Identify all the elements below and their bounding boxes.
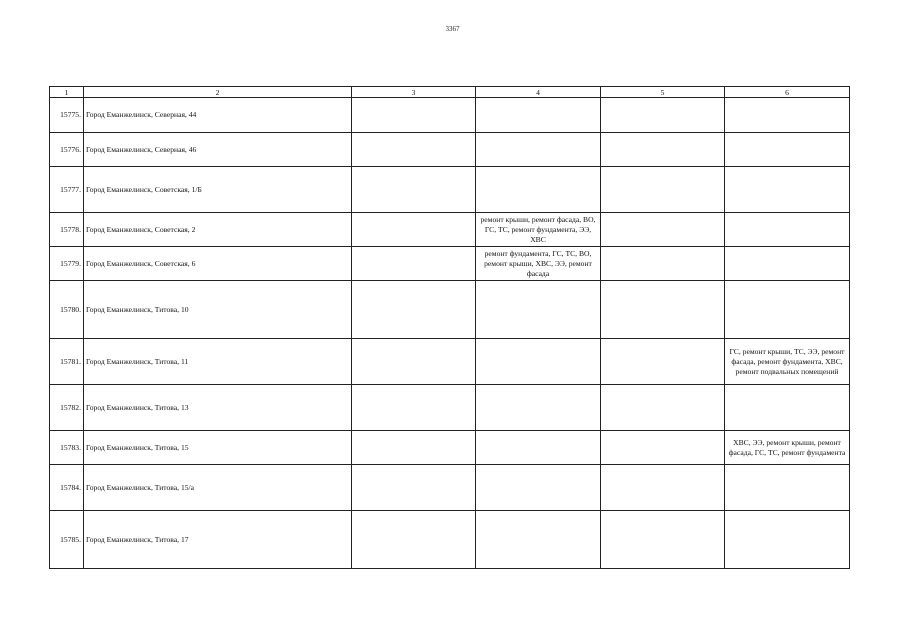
address-cell: Город Еманжелинск, Советская, 1/Б xyxy=(84,167,352,213)
column-6-works-cell xyxy=(725,133,850,167)
column-6-works-cell xyxy=(725,281,850,339)
column-4-works-cell xyxy=(476,281,601,339)
column-5-cell xyxy=(601,133,725,167)
column-4-works-cell xyxy=(476,98,601,133)
column-5-cell xyxy=(601,431,725,465)
column-header-2: 2 xyxy=(84,87,352,98)
column-3-cell xyxy=(352,98,476,133)
column-3-cell xyxy=(352,511,476,569)
table-row xyxy=(50,167,850,213)
column-6-works-cell xyxy=(725,167,850,213)
column-5-cell xyxy=(601,247,725,281)
column-5-cell xyxy=(601,167,725,213)
column-5-cell xyxy=(601,385,725,431)
address-cell: Город Еманжелинск, Северная, 46 xyxy=(84,133,352,167)
table-row xyxy=(50,431,850,465)
column-6-works-cell xyxy=(725,511,850,569)
address-cell: Город Еманжелинск, Титова, 15/а xyxy=(84,465,352,511)
column-number-row xyxy=(50,87,850,98)
column-3-cell xyxy=(352,167,476,213)
column-3-cell xyxy=(352,339,476,385)
address-cell: Город Еманжелинск, Северная, 44 xyxy=(84,98,352,133)
column-4-works-cell xyxy=(476,339,601,385)
column-6-works-cell xyxy=(725,385,850,431)
table-row xyxy=(50,247,850,281)
column-3-cell xyxy=(352,133,476,167)
row-number: 15779. xyxy=(50,247,84,281)
column-4-works-cell xyxy=(476,465,601,511)
column-6-works-cell xyxy=(725,213,850,247)
table-row xyxy=(50,465,850,511)
table-row xyxy=(50,281,850,339)
column-header-5: 5 xyxy=(601,87,725,98)
column-4-works-cell: ремонт фундамента, ГС, ТС, ВО, ремонт крыши, ХВС, ЭЭ, ремонт фасада xyxy=(476,247,601,281)
row-number: 15780. xyxy=(50,281,84,339)
column-6-works-cell xyxy=(725,465,850,511)
row-number: 15778. xyxy=(50,213,84,247)
row-number: 15777. xyxy=(50,167,84,213)
column-6-works-cell xyxy=(725,98,850,133)
row-number: 15781. xyxy=(50,339,84,385)
column-header-3: 3 xyxy=(352,87,476,98)
address-cell: Город Еманжелинск, Титова, 13 xyxy=(84,385,352,431)
address-cell: Город Еманжелинск, Титова, 15 xyxy=(84,431,352,465)
address-cell: Город Еманжелинск, Титова, 11 xyxy=(84,339,352,385)
row-number: 15783. xyxy=(50,431,84,465)
row-number: 15784. xyxy=(50,465,84,511)
column-header-1: 1 xyxy=(50,87,84,98)
column-header-6: 6 xyxy=(725,87,850,98)
table-row xyxy=(50,133,850,167)
table-row xyxy=(50,213,850,247)
row-number: 15775. xyxy=(50,98,84,133)
column-3-cell xyxy=(352,465,476,511)
column-5-cell xyxy=(601,339,725,385)
column-6-works-cell: ХВС, ЭЭ, ремонт крыши, ремонт фасада, ГС, ТС, ремонт фундамента xyxy=(725,431,850,465)
column-5-cell xyxy=(601,281,725,339)
row-number: 15782. xyxy=(50,385,84,431)
column-6-works-cell xyxy=(725,247,850,281)
column-5-cell xyxy=(601,213,725,247)
column-4-works-cell xyxy=(476,167,601,213)
column-4-works-cell: ремонт крыши, ремонт фасада, ВО, ГС, ТС, ремонт фундамента, ЭЭ, ХВС xyxy=(476,213,601,247)
housing-registry-table xyxy=(49,86,850,569)
column-3-cell xyxy=(352,281,476,339)
address-cell: Город Еманжелинск, Советская, 2 xyxy=(84,213,352,247)
column-4-works-cell xyxy=(476,133,601,167)
column-4-works-cell xyxy=(476,511,601,569)
column-4-works-cell xyxy=(476,385,601,431)
table-row xyxy=(50,511,850,569)
table-row xyxy=(50,98,850,133)
address-cell: Город Еманжелинск, Титова, 17 xyxy=(84,511,352,569)
column-5-cell xyxy=(601,511,725,569)
address-cell: Город Еманжелинск, Советская, 6 xyxy=(84,247,352,281)
table-row xyxy=(50,339,850,385)
column-3-cell xyxy=(352,431,476,465)
column-header-4: 4 xyxy=(476,87,601,98)
column-5-cell xyxy=(601,98,725,133)
table-row xyxy=(50,385,850,431)
column-3-cell xyxy=(352,247,476,281)
column-5-cell xyxy=(601,465,725,511)
column-3-cell xyxy=(352,213,476,247)
row-number: 15785. xyxy=(50,511,84,569)
column-3-cell xyxy=(352,385,476,431)
page-number: 3367 xyxy=(445,25,460,33)
row-number: 15776. xyxy=(50,133,84,167)
address-cell: Город Еманжелинск, Титова, 10 xyxy=(84,281,352,339)
column-6-works-cell: ГС, ремонт крыши, ТС, ЭЭ, ремонт фасада, ремонт фундамента, ХВС, ремонт подвальных помещений xyxy=(725,339,850,385)
column-4-works-cell xyxy=(476,431,601,465)
